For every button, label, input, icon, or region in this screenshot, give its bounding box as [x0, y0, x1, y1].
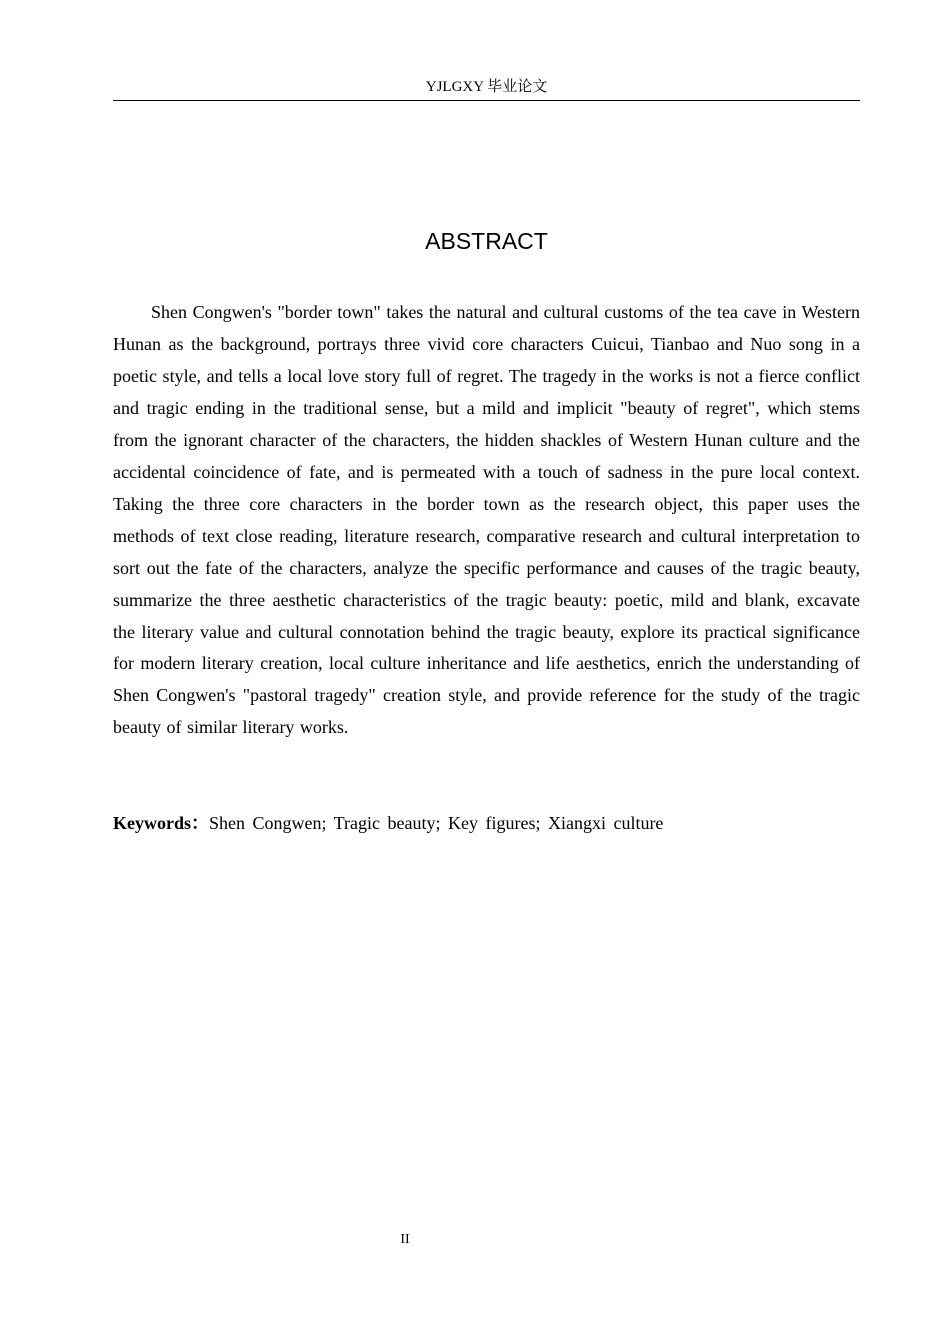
header-rule	[113, 100, 860, 101]
page-header: YJLGXY 毕业论文	[425, 79, 548, 95]
keywords-label: Keywords：	[113, 813, 209, 833]
abstract-body: Shen Congwen's "border town" takes the natural and cultural customs of the tea cave in Western Hunan as the background, portrays three vivid core characters Cuicui, Tianbao and Nuo song in a poetic style, and tells a local love story full of regret. The tragedy in the works is not a fierce conflict and tragic ending in the traditional sense, but a mild and implicit "beauty of regret", which stems from the ignorant character of the characters, the hidden shackles of Western Hunan culture and the accidental coincidence of fate, and is permeated with a touch of sadness in the pure local context. Taking the three core characters in the border town as the research object, this paper uses the methods of text close reading, literature research, comparative research and cultural interpretation to sort out the fate of the characters, analyze the specific performance and causes of the tragic beauty, summarize the three aesthetic characteristics of the tragic beauty: poetic, mild and blank, excavate the literary value and cultural connotation behind the tragic beauty, explore its practical significance for modern literary creation, local culture inheritance and life aesthetics, enrich the understanding of Shen Congwen's "pastoral tragedy" creation style, and provide reference for the study of the tragic beauty of similar literary works.	[113, 302, 860, 738]
abstract-title: ABSTRACT	[425, 228, 548, 254]
keywords-list: Shen Congwen; Tragic beauty; Key figures; Xiangxi culture	[209, 813, 664, 833]
keywords-line	[113, 808, 860, 840]
page-number: II	[400, 1232, 410, 1247]
